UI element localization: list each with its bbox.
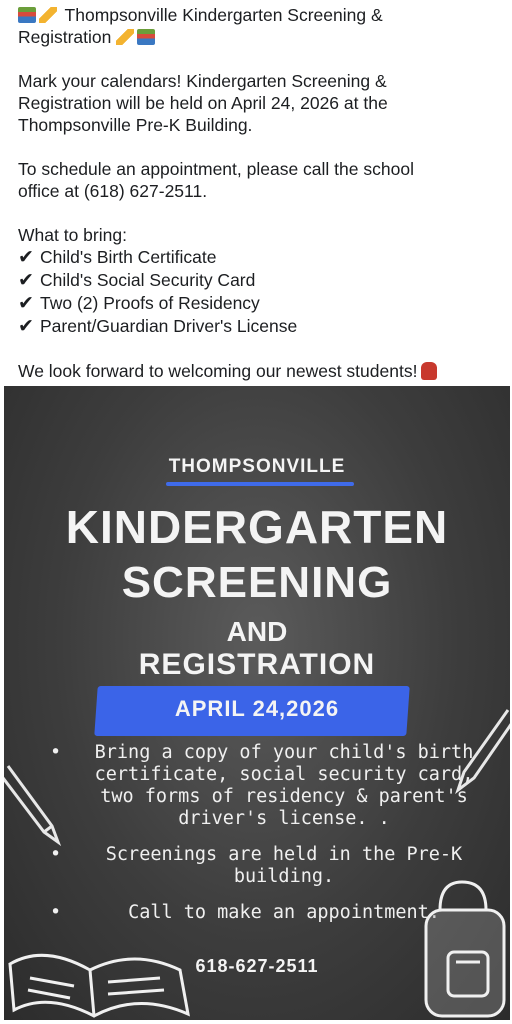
- poster-headline-4: REGISTRATION: [138, 648, 376, 681]
- checkmark-icon: ✔: [18, 293, 34, 314]
- bring-item: ✔ Parent/Guardian Driver's License: [18, 316, 298, 337]
- chalk-pencil-icon: [4, 756, 74, 856]
- bring-item: ✔ Child's Birth Certificate: [18, 247, 217, 268]
- para1-line: Mark your calendars! Kindergarten Screening &: [18, 71, 387, 91]
- poster-bullet: • Screenings are held in the Pre-K building.: [50, 844, 463, 887]
- poster-bullet: • Bring a copy of your child's birth certificate, social security card, two forms of residency & parent's driver's license. .: [50, 742, 474, 829]
- chalk-pencil-icon: [444, 706, 510, 796]
- backpack-icon: [421, 362, 437, 380]
- poster-date: APRIL 24,2026: [174, 696, 340, 721]
- poster-headline-3: AND: [226, 616, 288, 647]
- bring-item: ✔ Two (2) Proofs of Residency: [18, 293, 260, 314]
- post-title-line2: Registration: [18, 27, 112, 47]
- closing-line: We look forward to welcoming our newest students!: [18, 360, 504, 382]
- poster-town: THOMPSONVILLE: [168, 456, 346, 477]
- checkmark-icon: ✔: [18, 270, 34, 291]
- pencil-icon: [116, 29, 134, 45]
- para2-line: office at (618) 627-2511.: [18, 181, 208, 201]
- poster-bullet: • Call to make an appointment.: [50, 902, 440, 923]
- para2-line: To schedule an appointment, please call the school: [18, 159, 414, 179]
- town-underline: [166, 482, 354, 486]
- post-title-line2-row: [18, 26, 504, 48]
- para1-line: Thompsonville Pre-K Building.: [18, 115, 253, 135]
- books-icon: [137, 29, 155, 45]
- poster-headline-1: KINDERGARTEN: [65, 501, 449, 553]
- post-body: [18, 4, 504, 382]
- para1-line: Registration will be held on April 24, 2026 at the: [18, 93, 388, 113]
- bring-heading: What to bring:: [18, 225, 127, 245]
- chalk-backpack-icon: [414, 876, 510, 1020]
- chalk-book-icon: [4, 934, 204, 1020]
- checkmark-icon: ✔: [18, 316, 34, 337]
- poster-phone: 618-627-2511: [195, 956, 319, 976]
- poster-headline-2: SCREENING: [121, 558, 393, 607]
- books-icon: [18, 7, 36, 23]
- poster-image[interactable]: [4, 386, 510, 1020]
- post-title-line1: Thompsonville Kindergarten Screening &: [64, 5, 383, 25]
- post-title: [18, 4, 504, 26]
- pencil-icon: [39, 7, 57, 23]
- checkmark-icon: ✔: [18, 247, 34, 268]
- bring-item: ✔ Child's Social Security Card: [18, 270, 256, 291]
